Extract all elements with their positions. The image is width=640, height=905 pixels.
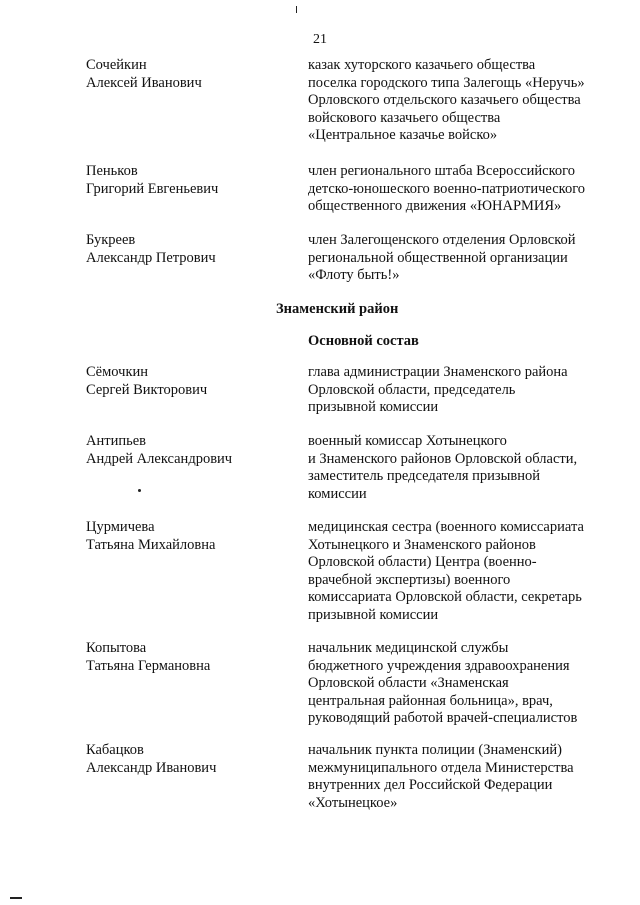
member-position xyxy=(308,742,608,812)
member-surname: Антипьев xyxy=(86,433,146,449)
position-line: «Хотынецкое» xyxy=(308,794,398,811)
member-name xyxy=(86,57,286,92)
member-given-names: Александр Иванович xyxy=(86,759,217,776)
position-line: войскового казачьего общества xyxy=(308,109,501,126)
member-surname: Букреев xyxy=(86,232,136,248)
member-position xyxy=(308,640,608,728)
member-surname: Сочейкин xyxy=(86,57,147,73)
position-line: комиссариата Орловской области, секретарь xyxy=(308,589,582,605)
position-line: заместитель председателя призывной xyxy=(308,468,540,484)
position-line: военный комиссар Хотынецкого xyxy=(308,433,507,449)
position-line: бюджетного учреждения здравоохранения xyxy=(308,657,570,674)
member-name xyxy=(86,640,286,675)
member-surname: Сёмочкин xyxy=(86,364,149,380)
member-given-names: Григорий Евгеньевич xyxy=(86,180,219,197)
member-name xyxy=(86,519,286,554)
member-name xyxy=(86,364,286,399)
composition-heading: Основной состав xyxy=(308,333,419,349)
position-line: казак хуторского казачьего общества xyxy=(308,57,536,73)
position-line: медицинская сестра (военного комиссариата xyxy=(308,519,584,535)
position-line: детско-юношеского военно-патриотического xyxy=(308,180,586,197)
position-line: поселка городского типа Залегощь «Неручь» xyxy=(308,74,585,91)
position-line: внутренних дел Российской Федерации xyxy=(308,777,553,793)
district-heading: Знаменский район xyxy=(276,301,399,317)
member-name xyxy=(86,163,286,198)
position-line: врачебной экспертизы) военного xyxy=(308,571,511,588)
member-position xyxy=(308,232,608,285)
position-line: руководящий работой врачей-специалистов xyxy=(308,710,578,726)
position-line: начальник пункта полиции (Знаменский) xyxy=(308,742,562,758)
position-line: член Залегощенского отделения Орловской xyxy=(308,232,576,248)
page-number: 21 xyxy=(313,32,327,47)
member-given-names: Алексей Иванович xyxy=(86,74,202,91)
position-line: Хотынецкого и Знаменского районов xyxy=(308,536,536,553)
position-line: член регионального штаба Всероссийского xyxy=(308,163,575,179)
member-surname: Копытова xyxy=(86,640,147,656)
member-surname: Пеньков xyxy=(86,163,138,179)
scan-mark xyxy=(296,6,297,13)
member-position xyxy=(308,57,608,145)
member-position xyxy=(308,519,608,624)
member-given-names: Сергей Викторович xyxy=(86,381,208,398)
member-given-names: Татьяна Михайловна xyxy=(86,536,216,553)
scan-dash xyxy=(10,897,22,899)
position-line: начальник медицинской службы xyxy=(308,640,509,656)
member-name xyxy=(86,433,286,468)
position-line: и Знаменского районов Орловской области, xyxy=(308,450,578,467)
position-line: центральная районная больница», врач, xyxy=(308,692,553,709)
member-name xyxy=(86,742,286,777)
position-line: региональной общественной организации xyxy=(308,249,568,266)
scan-dot xyxy=(138,489,141,492)
member-surname: Кабацков xyxy=(86,742,144,758)
position-line: «Центральное казачье войско» xyxy=(308,127,498,143)
position-line: глава администрации Знаменского района xyxy=(308,364,568,380)
member-given-names: Александр Петрович xyxy=(86,249,216,266)
member-position xyxy=(308,364,608,417)
position-line: комиссии xyxy=(308,485,367,502)
member-given-names: Татьяна Германовна xyxy=(86,657,211,674)
position-line: Орловской области, председатель xyxy=(308,381,516,398)
position-line: Орловской области «Знаменская xyxy=(308,675,509,691)
member-surname: Цурмичева xyxy=(86,519,155,535)
position-line: общественного движения «ЮНАРМИЯ» xyxy=(308,198,562,214)
position-line: Орловской области) Центра (военно- xyxy=(308,554,537,570)
member-position xyxy=(308,433,608,503)
position-line: призывной комиссии xyxy=(308,606,439,623)
member-position xyxy=(308,163,608,216)
position-line: Орловского отдельского казачьего общества xyxy=(308,92,581,108)
member-name xyxy=(86,232,286,267)
position-line: призывной комиссии xyxy=(308,399,439,415)
position-line: межмуниципального отдела Министерства xyxy=(308,759,574,776)
position-line: «Флоту быть!» xyxy=(308,267,400,283)
member-given-names: Андрей Александрович xyxy=(86,450,233,467)
